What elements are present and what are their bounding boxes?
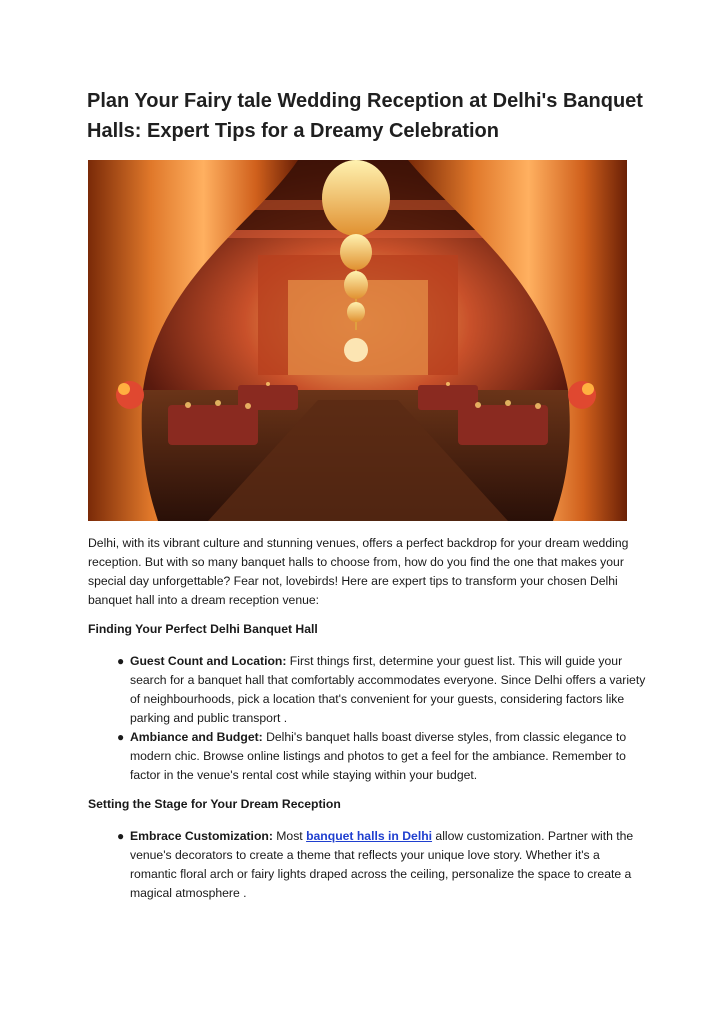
banquet-hall-illustration (88, 160, 627, 521)
section-heading-finding-hall: Finding Your Perfect Delhi Banquet Hall (88, 622, 318, 636)
article-title: Plan Your Fairy tale Wedding Reception at Delhi's Banquet Halls: Expert Tips for a Dreamy Celebration (87, 90, 643, 142)
setting-stage-list (88, 827, 648, 903)
section-heading-setting-stage: Setting the Stage for Your Dream Reception (88, 797, 341, 811)
list-item-title: Ambiance and Budget: (130, 730, 263, 744)
list-item (88, 728, 648, 785)
banquet-halls-link[interactable]: banquet halls in Delhi (306, 829, 433, 843)
list-item (88, 827, 648, 903)
bullet-icon: ● (117, 829, 125, 843)
list-item-pre: Most (272, 829, 307, 843)
list-item-text: allow customization. Partner with the venue's decorators to create a theme that reflects your unique love story. Whether it's a romantic floral arch or fairy lights draped across the ceiling, personalize the space to create a magical atmosphere . (130, 829, 634, 900)
list-item-title: Embrace Customization: (130, 829, 273, 843)
list-item-title: Guest Count and Location: (130, 654, 287, 668)
hero-image-banquet-hall (88, 160, 627, 521)
list-item (88, 652, 648, 728)
finding-hall-list (88, 652, 648, 785)
bullet-icon: ● (117, 730, 125, 744)
bullet-icon: ● (117, 654, 125, 668)
list-item-text: First things first, determine your guest list. This will guide your search for a banquet hall that comfortably accommodates everyone. Since Delhi offers a variety of neighbourhoods, pick a location that's convenient for your guests, considering factors like parking and public transport . (130, 654, 646, 725)
intro-paragraph: Delhi, with its vibrant culture and stunning venues, offers a perfect backdrop for your dream wedding reception. But with so many banquet halls to choose from, how do you find the one that makes your special day unforgettable? Fear not, lovebirds! Here are expert tips to transform your chosen Delhi banquet hall into a dream reception venue: (88, 536, 629, 607)
list-item-text: Delhi's banquet halls boast diverse styles, from classic elegance to modern chic. Browse online listings and photos to get a feel for the ambiance. Remember to factor in the venue's rental cost while staying within your budget. (130, 730, 627, 782)
